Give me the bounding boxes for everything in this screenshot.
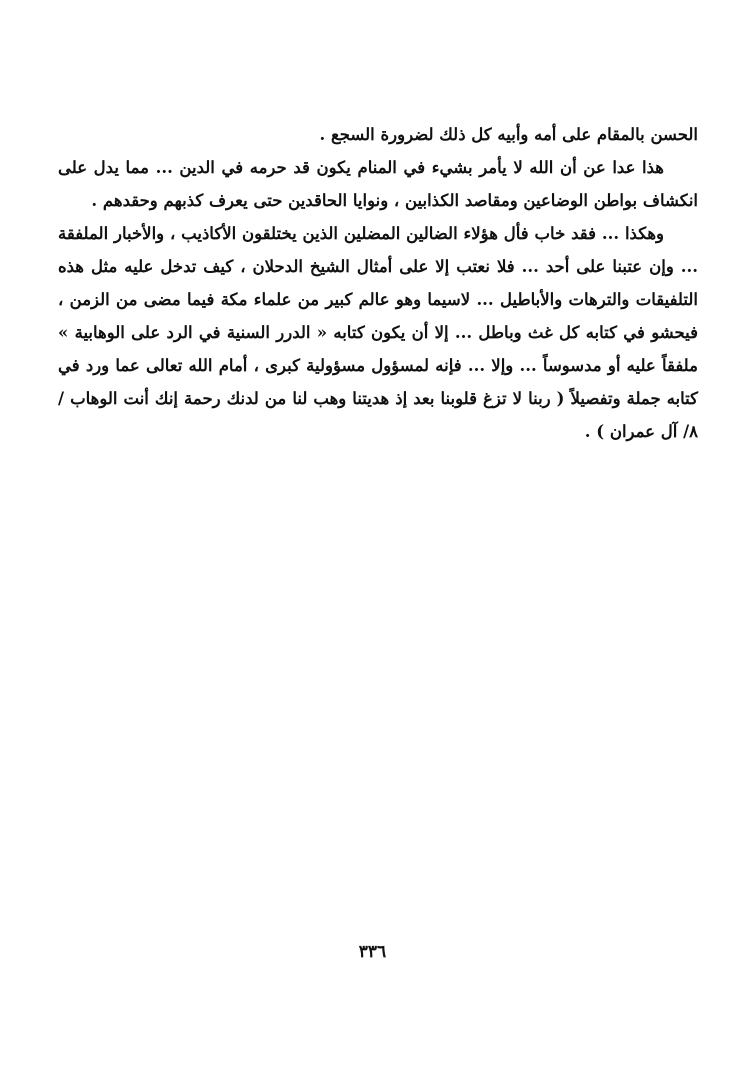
paragraph-dream-commandment: هذا عدا عن أن الله لا يأمر بشيء في المنام يكون قد حرمه في الدين ... مما يدل على انكشاف بواطن الوضاعين ومقاصد الكذابين ، ونوايا الحاقدين حتى يعرف كذبهم وحقدهم . (58, 158, 698, 210)
page-number: ٣٣٦ (358, 942, 387, 962)
body-text (58, 118, 698, 448)
paragraph-dahlan-criticism: وهكذا ... فقد خاب فأل هؤلاء الضالين المضلين الذين يختلقون الأكاذيب ، والأخبار الملفقة ... وإن عتبنا على أحد ... فلا نعتب إلا على أمثال الشيخ الدحلان ، كيف تدخل عليه مثل هذه التلفيقات والترهات والأباطيل ... لاسيما وهو عالم كبير من علماء مكة فيما مضى من الزمن ، فيحشو في كتابه كل غث وباطل ... إلا أن يكون كتابه « الدرر السنية في الرد على الوهابية » ملفقاً عليه أو مدسوساً ... وإلا ... فإنه لمسؤول مسؤولية كبرى ، أمام الله تعالى عما ورد في كتابه جملة وتفصيلاً ( ربنا لا تزغ قلوبنا بعد إذ هديتنا وهب لنا من لدنك رحمة إنك أنت الوهاب /٨/ آل عمران ) . (58, 224, 698, 441)
paragraph-continuation: الحسن بالمقام على أمه وأبيه كل ذلك لضرورة السجع . (319, 125, 698, 144)
